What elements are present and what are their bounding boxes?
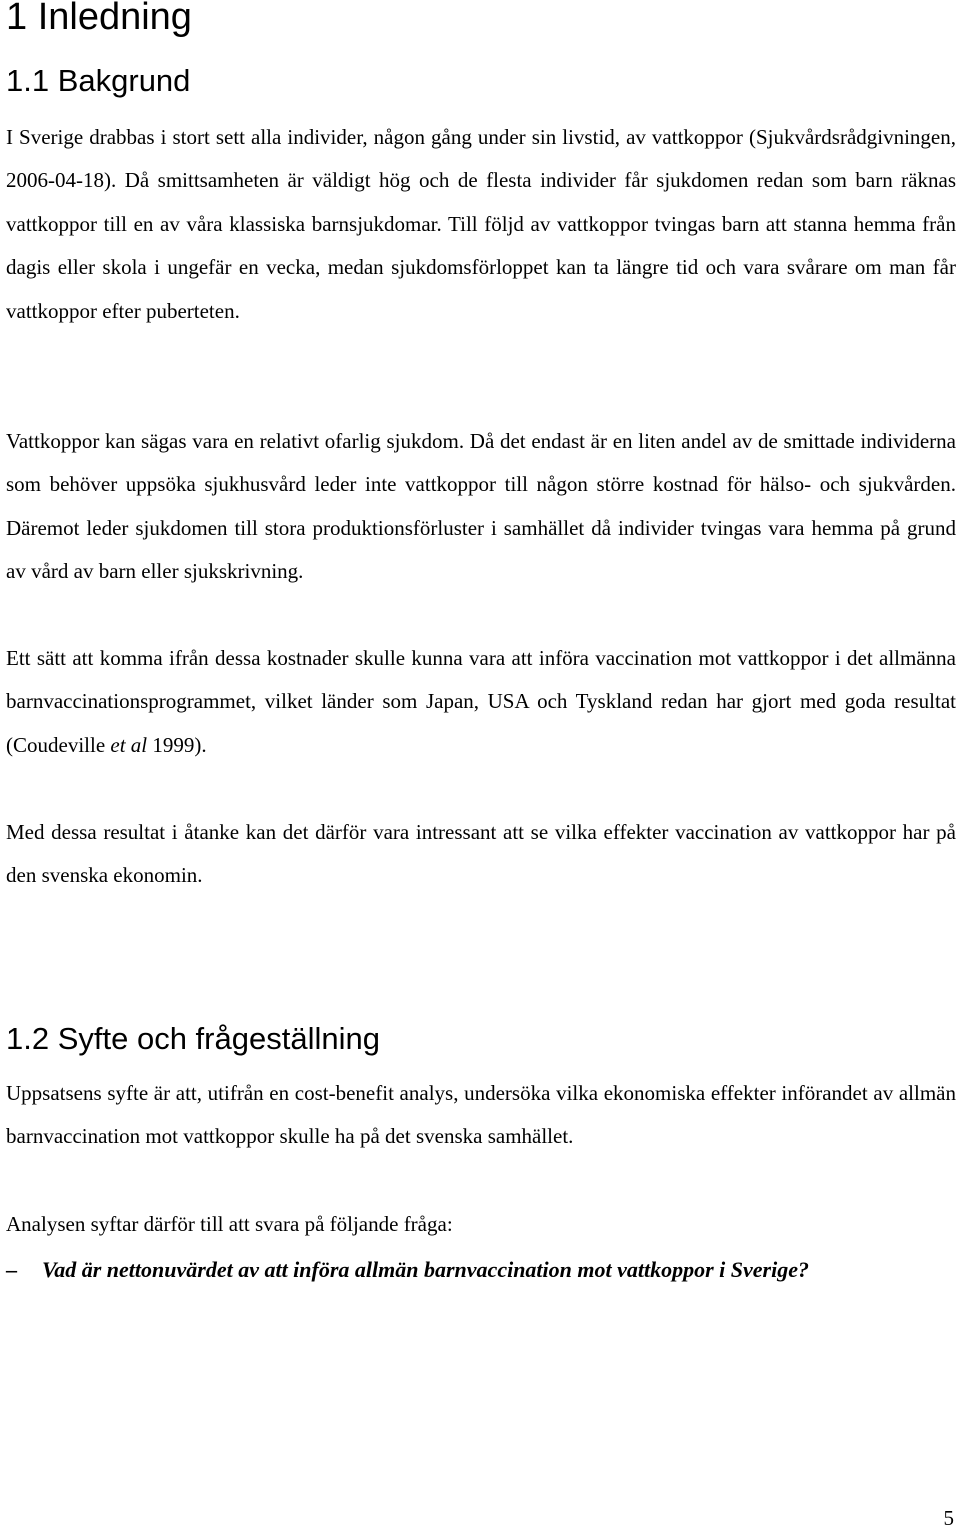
chapter-heading: 1 Inledning	[6, 0, 192, 38]
section-heading-syfte: 1.2 Syfte och frågeställning	[6, 1021, 380, 1056]
paragraph-bakgrund-2: Vattkoppor kan sägas vara en relativt ofarlig sjukdom. Då det endast är en liten andel av de smittade individerna som behöver uppsöka sjukhusvård leder inte vattkoppor till någon större kostnad för hälso- och sjukvården. Däremot leder sjukdomen till stora produktionsförluster i samhället då individer tvingas vara hemma på grund av vård av barn eller sjukskrivning.	[6, 429, 956, 584]
page-number: 5	[943, 1506, 954, 1530]
paragraph-text: 1999).	[147, 732, 207, 757]
research-question-text: Vad är nettonuvärdet av att införa allmän barnvaccination mot vattkoppor i Sverige?	[42, 1257, 809, 1282]
paragraph-syfte-1: Uppsatsens syfte är att, utifrån en cost-benefit analys, undersöka vilka ekonomiska effekter införandet av allmän barnvaccination mot vattkoppor skulle ha på det svenska samhället.	[6, 1081, 956, 1149]
paragraph-bakgrund-4: Med dessa resultat i åtanke kan det därför vara intressant att se vilka effekter vaccination av vattkoppor har på den svenska ekonomin.	[6, 820, 956, 888]
paragraph-text: Ett sätt att komma ifrån dessa kostnader skulle kunna vara att införa vaccination mot vattkoppor i det allmänna barnvaccinationsprogrammet, vilket länder som Japan, USA och Tyskland redan har gjort med goda resultat (Coudeville	[6, 646, 956, 757]
paragraph-bakgrund-1: I Sverige drabbas i stort sett alla individer, någon gång under sin livstid, av vattkoppor (Sjukvårdsrådgivningen, 2006-04-18). Då smittsamheten är väldigt hög och de flesta individer får sjukdomen redan som barn räknas vattkoppor till en av våra klassiska barnsjukdomar. Till följd av vattkoppor tvingas barn att stanna hemma från dagis eller skola i ungefär en vecka, medan sjukdomsförloppet kan ta längre tid och vara svårare om man får vattkoppor efter puberteten.	[6, 125, 956, 323]
list-dash: –	[6, 1257, 17, 1282]
paragraph-syfte-2: Analysen syftar därför till att svara på följande fråga:	[6, 1212, 453, 1236]
paragraph-bakgrund-3	[6, 637, 956, 767]
research-question	[6, 1248, 956, 1291]
section-heading-bakgrund: 1.1 Bakgrund	[6, 63, 191, 98]
citation-et-al: et al	[110, 732, 148, 757]
